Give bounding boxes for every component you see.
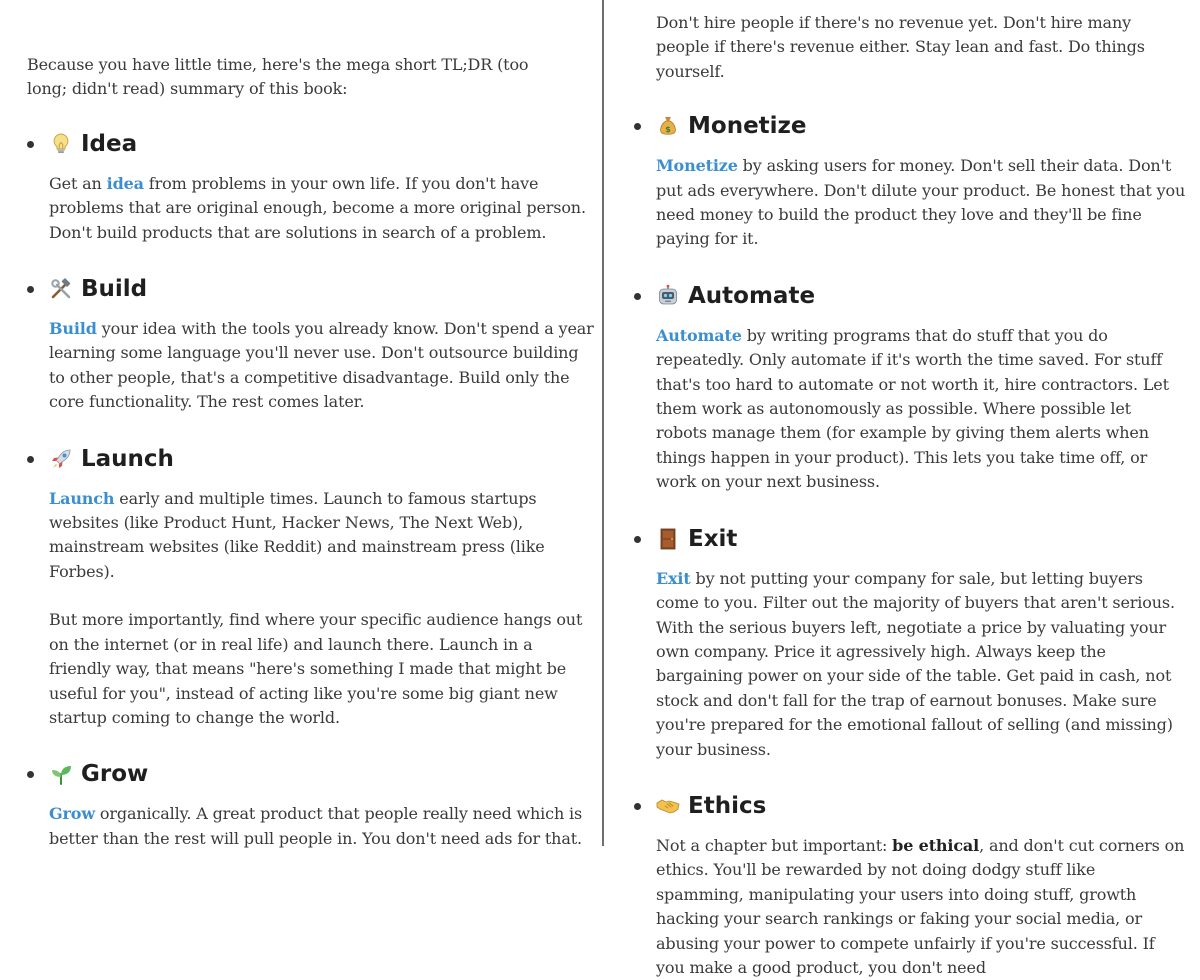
section-heading — [49, 273, 602, 305]
paragraph-text: your idea with the tools you already know. Don't spend a year learning some language you'll never use. Don't outsource building to other people, that's a competitive disadvantage. Build only the core functionality. The rest comes later. — [49, 319, 594, 412]
section-title: Exit — [688, 525, 738, 552]
section-paragraph — [49, 802, 594, 851]
section-monetize — [656, 110, 1200, 252]
seedling-icon — [49, 762, 73, 786]
bullet-dot — [27, 141, 34, 148]
robot-icon — [656, 284, 680, 308]
svg-text:$: $ — [665, 125, 671, 135]
paragraph-text: by writing programs that do stuff that you do repeatedly. Only automate if it's worth the time saved. For stuff that's too hard to automate or not worth it, hire contractors. Let them work as autonomously as possible. Where possible let robots manage them (for example by giving them alerts when things happen in your product). This lets you take time off, or work on your next business. — [656, 325, 1169, 492]
page-divider — [602, 0, 604, 846]
keyword-link-grow[interactable]: Grow — [49, 804, 95, 824]
bullet-dot — [27, 456, 34, 463]
section-paragraph-2: But more importantly, find where your specific audience hangs out on the internet (or in real life) and launch there. Launch in a friendly way, that means "here's something I made that might be useful for you", instead of acting like you're some big giant new startup coming to change the world. — [49, 610, 583, 727]
section-paragraph — [656, 154, 1186, 252]
continued-paragraph: Don't hire people if there's no revenue yet. Don't hire many people if there's revenue either. Stay lean and fast. Do things yourself. — [656, 13, 1145, 81]
section-automate — [656, 280, 1200, 495]
paragraph-text: early and multiple times. Launch to famous startups websites (like Product Hunt, Hacker News, The Next Web), mainstream websites (like Reddit) and mainstream press (like Forbes). — [49, 488, 545, 581]
paragraph-text: Get an — [49, 173, 107, 193]
hammer-wrench-icon — [49, 277, 73, 301]
bold-emphasis: be ethical — [892, 835, 980, 855]
money-bag-icon — [656, 114, 680, 138]
section-paragraph — [656, 324, 1186, 495]
section-heading — [656, 523, 1200, 555]
bullet-dot — [634, 803, 641, 810]
section-grow — [27, 758, 602, 851]
paragraph-text: Not a chapter but important: — [656, 835, 893, 855]
section-heading — [656, 280, 1200, 312]
keyword-link-automate[interactable]: Automate — [656, 325, 742, 345]
section-ethics — [656, 790, 1200, 980]
right-page — [605, 0, 1200, 977]
section-title: Ethics — [688, 792, 767, 819]
paragraph-text: organically. A great product that people really need which is better than the rest will pull people in. You don't need ads for that. — [49, 804, 583, 848]
section-heading — [49, 128, 602, 160]
bullet-dot — [634, 536, 641, 543]
lightbulb-icon — [49, 132, 73, 156]
left-page — [0, 0, 602, 846]
keyword-link-idea[interactable]: idea — [106, 173, 144, 193]
section-title: Monetize — [688, 113, 807, 140]
bullet-dot — [634, 123, 641, 130]
section-paragraph — [656, 567, 1186, 762]
section-heading — [49, 443, 602, 475]
keyword-link-monetize[interactable]: Monetize — [656, 156, 738, 176]
section-paragraph — [656, 834, 1186, 980]
section-paragraph — [49, 487, 594, 585]
section-title: Build — [81, 276, 148, 303]
section-paragraph — [49, 172, 594, 245]
section-heading — [49, 758, 602, 790]
keyword-link-build[interactable]: Build — [49, 319, 97, 339]
section-idea — [27, 128, 602, 245]
paragraph-text: , and don't cut corners on ethics. You'll be rewarded by not doing dodgy stuff like spamming, manipulating your users into doing stuff, growth hacking your search rankings or faking your social media, or abusing your power to compete unfairly if you're successful. If you make a good product, you don't need — [656, 835, 1185, 977]
paragraph-text: by asking users for money. Don't sell their data. Don't put ads everywhere. Don't dilute your product. Be honest that you need money to build the product they love and they'll be fine paying for it. — [656, 156, 1186, 249]
section-build — [27, 273, 602, 415]
section-heading — [656, 110, 1200, 142]
section-title: Grow — [81, 761, 149, 788]
handshake-icon — [656, 794, 680, 818]
section-launch — [27, 443, 602, 731]
rocket-icon — [49, 447, 73, 471]
bullet-dot — [27, 771, 34, 778]
paragraph-text: by not putting your company for sale, but letting buyers come to you. Filter out the majority of buyers that aren't serious. With the serious buyers left, negotiate a price by valuating your own company. Price it agressively high. Always keep the bargaining power on your side of the table. Get paid in cash, not stock and don't fall for the trap of earnout bonuses. Make sure you're prepared for the emotional fallout of selling (and missing) your business. — [656, 568, 1175, 759]
door-icon — [656, 527, 680, 551]
section-title: Automate — [688, 282, 816, 309]
bullet-dot — [634, 293, 641, 300]
section-exit — [656, 523, 1200, 762]
keyword-link-exit[interactable]: Exit — [656, 568, 691, 588]
section-heading — [656, 790, 1200, 822]
keyword-link-launch[interactable]: Launch — [49, 488, 115, 508]
section-paragraph — [49, 317, 594, 415]
section-title: Launch — [81, 445, 174, 472]
paragraph-text: from problems in your own life. If you don't have problems that are original enough, become a more original person. Don't build products that are solutions in search of a problem. — [49, 173, 586, 242]
intro-paragraph: Because you have little time, here's the mega short TL;DR (too long; didn't read) summary of this book: — [27, 55, 529, 99]
section-title: Idea — [81, 130, 138, 157]
bullet-dot — [27, 286, 34, 293]
